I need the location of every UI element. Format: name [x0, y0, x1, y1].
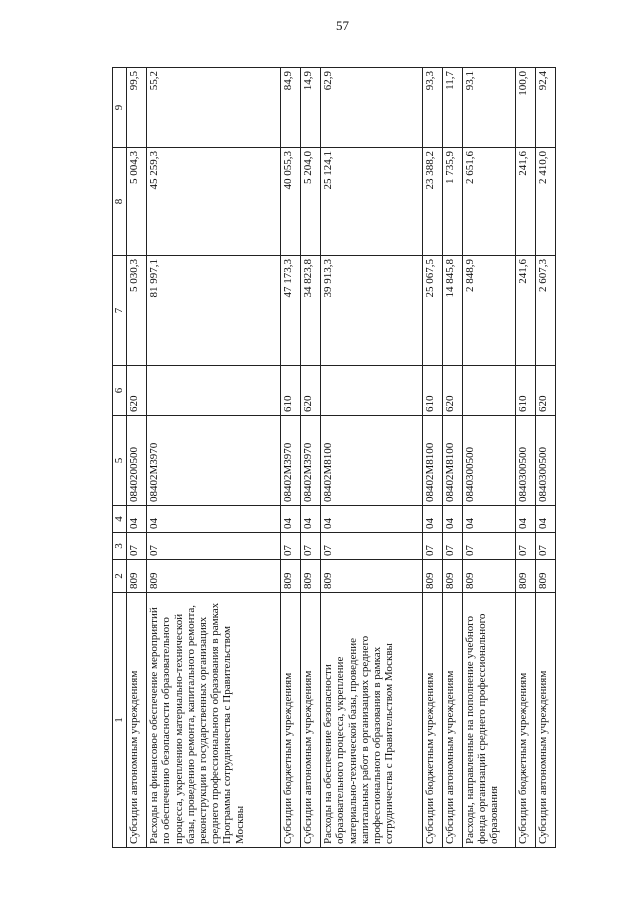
- cell-c6: 610: [422, 366, 442, 416]
- header-cell: 9: [113, 68, 127, 148]
- page-number: 57: [336, 18, 349, 33]
- cell-name: Субсидии автономным учреждениям: [301, 593, 321, 848]
- cell-c7: 47 173,3: [280, 256, 300, 366]
- cell-c7: 81 997,1: [147, 256, 281, 366]
- table-row: [422, 68, 442, 848]
- cell-c5: 08402M8100: [422, 416, 442, 506]
- table-row: [127, 68, 147, 848]
- cell-c6: 620: [301, 366, 321, 416]
- cell-c5: 08402M8100: [442, 416, 462, 506]
- cell-c3: 07: [147, 533, 281, 560]
- cell-c2: 809: [535, 560, 555, 593]
- cell-c4: 04: [147, 506, 281, 533]
- table-row: [321, 68, 422, 848]
- cell-c6: 620: [535, 366, 555, 416]
- cell-name: Субсидии бюджетным учреждениям: [515, 593, 535, 848]
- cell-c3: 07: [301, 533, 321, 560]
- cell-c9: 100,0: [515, 68, 535, 148]
- cell-c4: 04: [442, 506, 462, 533]
- table-row: [535, 68, 555, 848]
- cell-c9: 93,1: [462, 68, 515, 148]
- cell-c5: 0840300500: [535, 416, 555, 506]
- cell-c5: 08402M3970: [280, 416, 300, 506]
- cell-c7: 14 845,8: [442, 256, 462, 366]
- cell-c8: 45 259,3: [147, 148, 281, 256]
- cell-c9: 55,2: [147, 68, 281, 148]
- cell-c5: 08402M8100: [321, 416, 422, 506]
- cell-c8: 241,6: [515, 148, 535, 256]
- table-row: [280, 68, 300, 848]
- cell-c8: 40 055,3: [280, 148, 300, 256]
- cell-c7: 25 067,5: [422, 256, 442, 366]
- cell-c7: 5 030,3: [127, 256, 147, 366]
- cell-c3: 07: [442, 533, 462, 560]
- cell-c2: 809: [280, 560, 300, 593]
- cell-name: Субсидии бюджетным учреждениям: [280, 593, 300, 848]
- table-row: [442, 68, 462, 848]
- cell-c4: 04: [515, 506, 535, 533]
- budget-table: [112, 67, 556, 848]
- cell-c6: [147, 366, 281, 416]
- cell-c2: 809: [321, 560, 422, 593]
- header-cell: 7: [113, 256, 127, 366]
- header-cell: 3: [113, 533, 127, 560]
- cell-c7: 2 848,9: [462, 256, 515, 366]
- cell-c4: 04: [535, 506, 555, 533]
- cell-c9: 99,5: [127, 68, 147, 148]
- cell-c9: 93,3: [422, 68, 442, 148]
- cell-c5: 0840200500: [127, 416, 147, 506]
- cell-c6: 620: [127, 366, 147, 416]
- cell-c5: 0840300500: [462, 416, 515, 506]
- cell-c5: 08402M3970: [147, 416, 281, 506]
- cell-c3: 07: [280, 533, 300, 560]
- table-row: [301, 68, 321, 848]
- cell-c7: 34 823,8: [301, 256, 321, 366]
- cell-c8: 25 124,1: [321, 148, 422, 256]
- header-cell: 4: [113, 506, 127, 533]
- cell-c2: 809: [442, 560, 462, 593]
- cell-c6: 620: [442, 366, 462, 416]
- cell-c9: 84,9: [280, 68, 300, 148]
- cell-c2: 809: [515, 560, 535, 593]
- cell-c2: 809: [301, 560, 321, 593]
- cell-name: Субсидии бюджетным учреждениям: [422, 593, 442, 848]
- table-row: [147, 68, 281, 848]
- cell-c8: 2 410,0: [535, 148, 555, 256]
- cell-c5: 08402M3970: [301, 416, 321, 506]
- cell-c4: 04: [280, 506, 300, 533]
- table-row: [515, 68, 535, 848]
- rotated-table-container: [112, 68, 556, 848]
- header-cell: 6: [113, 366, 127, 416]
- cell-c2: 809: [462, 560, 515, 593]
- cell-c4: 04: [127, 506, 147, 533]
- cell-c3: 07: [535, 533, 555, 560]
- cell-c3: 07: [422, 533, 442, 560]
- cell-name: Субсидии автономным учреждениям: [535, 593, 555, 848]
- cell-c4: 04: [301, 506, 321, 533]
- cell-c8: 5 204,0: [301, 148, 321, 256]
- cell-c6: 610: [280, 366, 300, 416]
- table-row: [462, 68, 515, 848]
- cell-c8: 2 651,6: [462, 148, 515, 256]
- cell-c4: 04: [462, 506, 515, 533]
- header-cell: 8: [113, 148, 127, 256]
- cell-c6: 610: [515, 366, 535, 416]
- cell-c5: 0840300500: [515, 416, 535, 506]
- cell-c3: 07: [515, 533, 535, 560]
- cell-c7: 39 913,3: [321, 256, 422, 366]
- cell-c9: 14,9: [301, 68, 321, 148]
- cell-c9: 92,4: [535, 68, 555, 148]
- cell-name: Расходы на обеспечение безопасности образовательного процесса, укрепление материально-технической базы, проведение капитальных работ в организациях среднего профессионального образования в рамках сотрудничества с Правительством Москвы: [321, 593, 422, 848]
- cell-name: Расходы, направленные на пополнение учебного фонда организаций среднего профессионального образования: [462, 593, 515, 848]
- header-row: [113, 68, 127, 848]
- cell-c8: 5 004,3: [127, 148, 147, 256]
- header-cell: 2: [113, 560, 127, 593]
- cell-c9: 62,9: [321, 68, 422, 148]
- header-cell: 1: [113, 593, 127, 848]
- cell-c2: 809: [127, 560, 147, 593]
- cell-c3: 07: [127, 533, 147, 560]
- cell-name: Субсидии автономным учреждениям: [127, 593, 147, 848]
- cell-c3: 07: [462, 533, 515, 560]
- cell-c8: 23 388,2: [422, 148, 442, 256]
- cell-c7: 241,6: [515, 256, 535, 366]
- cell-c7: 2 607,3: [535, 256, 555, 366]
- cell-name: Расходы на финансовое обеспечение мероприятий по обеспечению безопасности образовательного процесса, укреплению материально-технической базы, проведению ремонта, капитального ремонта, реконструкции в государственных организациях среднего профессионального образования в рамках Программы сотрудничества с Правительством Москвы: [147, 593, 281, 848]
- cell-name: Субсидии автономным учреждениям: [442, 593, 462, 848]
- cell-c2: 809: [422, 560, 442, 593]
- cell-c4: 04: [321, 506, 422, 533]
- cell-c4: 04: [422, 506, 442, 533]
- cell-c9: 11,7: [442, 68, 462, 148]
- header-cell: 5: [113, 416, 127, 506]
- cell-c6: [321, 366, 422, 416]
- cell-c8: 1 735,9: [442, 148, 462, 256]
- cell-c6: [462, 366, 515, 416]
- cell-c2: 809: [147, 560, 281, 593]
- cell-c3: 07: [321, 533, 422, 560]
